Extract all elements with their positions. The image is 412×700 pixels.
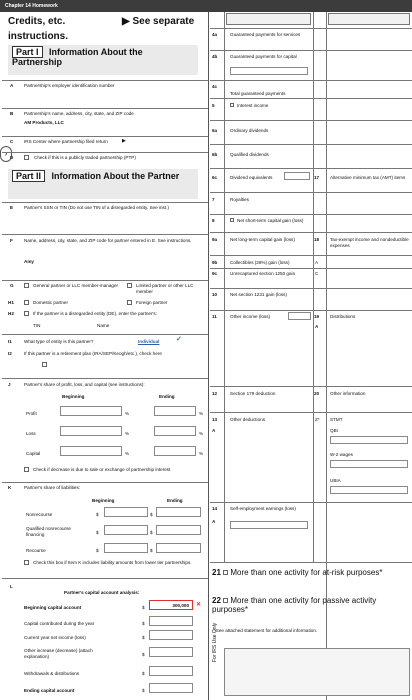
row-e-label: Partner's SSN or TIN (Do not use TIN of a disregarded entity. See inst.)	[24, 205, 169, 210]
line-12-label: Section 179 deduction	[230, 391, 276, 396]
line-20-ubia-input[interactable]	[330, 486, 408, 494]
capital-analysis-title: Partner's capital account analysis:	[64, 590, 140, 595]
qualified-nonrecourse-label: Qualified nonrecourse financing	[26, 526, 71, 537]
line-20-num: 20	[314, 391, 320, 396]
line-top-box-right	[328, 13, 410, 25]
qualified-nonrecourse-beginning-input[interactable]	[104, 525, 148, 535]
line-21-label: More than one activity for at-risk purposes*	[230, 568, 383, 577]
ending-capital-input[interactable]	[149, 683, 193, 693]
ending-capital-label: Ending capital account	[24, 688, 75, 693]
decrease-sale-checkbox[interactable]	[24, 467, 29, 472]
line-7-label: Royalties	[230, 197, 249, 202]
line-5-marker	[230, 103, 234, 107]
part1-title: Information About the Partnership	[12, 47, 143, 67]
line-12-num: 12	[212, 391, 218, 396]
de-tin-label: TIN	[33, 323, 41, 328]
line-22-num: 22	[212, 596, 221, 605]
line-22	[212, 596, 412, 614]
line-20-qbi: QBI	[330, 428, 338, 433]
line-4c-num: 4c	[212, 84, 218, 89]
beginning-capital-input[interactable]	[149, 600, 193, 610]
line-13-num: 13	[212, 417, 218, 422]
line-6c-label: Dividend equivalents	[230, 175, 273, 180]
dollar-sign: $	[142, 652, 145, 657]
line-21	[212, 568, 382, 577]
line-20-code-z: Z*	[315, 417, 320, 422]
for-irs-use-only: For IRS Use Only	[212, 622, 218, 662]
line-19-code: A	[315, 324, 319, 329]
chevron-left-icon: ›	[4, 149, 8, 158]
line-top-box	[226, 13, 311, 25]
limited-partner-checkbox[interactable]	[127, 283, 132, 288]
irs-use-box	[224, 648, 410, 696]
line-20-w2-input[interactable]	[330, 460, 408, 468]
line-6c-num: 6c	[212, 175, 218, 180]
line-11-num: 11	[212, 314, 217, 319]
row-j-label: Partner's share of profit, loss, and capital (see instructions):	[24, 382, 145, 387]
capital-contributed-input[interactable]	[149, 616, 193, 626]
line-7-num: 7	[212, 197, 215, 202]
dollar-sign: $	[150, 548, 153, 553]
row-i2-label: If this partner is a retirement plan (IRA/SEP/Keogh/etc.), check here	[24, 351, 162, 356]
line-9c-label: Unrecaptured section 1250 gain	[230, 271, 296, 276]
line-6b-label: Qualified dividends	[230, 152, 269, 157]
triangle-right-icon: ▶	[122, 16, 133, 27]
line-6b-num: 6b	[212, 152, 218, 157]
row-i2-letter: I2	[8, 351, 12, 356]
line-19-num: 19	[314, 314, 320, 319]
lower-tier-checkbox[interactable]	[24, 560, 29, 565]
line-14-input[interactable]	[230, 521, 308, 529]
general-partner-label: General partner or LLC member-manager	[33, 283, 119, 288]
row-c-letter: C	[10, 139, 14, 144]
row-h2-label: If the partner is a disregarded entity (DE), enter the partner's:	[33, 311, 157, 316]
assignment-title: Chapter 14 Homework	[5, 3, 58, 9]
j-col-beginning: Beginning	[62, 394, 85, 399]
net-income-input[interactable]	[149, 630, 193, 640]
line-18-num: 18	[314, 237, 320, 242]
line-22-checkbox[interactable]	[223, 598, 228, 603]
line-14-label: Self-employment earnings (loss)	[230, 506, 296, 511]
line-8-label: Net short-term capital gain (loss)	[237, 218, 304, 223]
net-income-label: Current year net income (loss)	[24, 635, 86, 640]
capital-ending-input[interactable]	[154, 446, 196, 456]
row-k-label: Partner's share of liabilities:	[24, 485, 81, 490]
line-18-label: Tax-exempt income and nondeductible expenses	[330, 237, 409, 248]
disregarded-entity-checkbox[interactable]	[24, 311, 29, 316]
incorrect-x-icon: ✕	[196, 602, 202, 608]
line-9b-code: A	[315, 260, 319, 265]
right-column	[210, 12, 412, 700]
pct-sign: %	[199, 411, 204, 416]
dollar-sign: $	[96, 548, 99, 553]
part1-tag: Part I	[12, 46, 43, 58]
line-8-num: 8	[212, 218, 215, 223]
line-9c-code: C	[315, 271, 319, 276]
line-17-label: Alternative minimum tax (AMT) items	[330, 175, 406, 180]
profit-label: Profit	[26, 411, 37, 416]
line-5-num: 5	[212, 103, 215, 108]
recourse-label: Recourse	[26, 548, 46, 553]
line-21-num: 21	[212, 568, 221, 577]
general-partner-checkbox[interactable]	[24, 283, 29, 288]
line-4b-num: 4b	[212, 54, 218, 59]
j-col-ending: Ending	[159, 394, 175, 399]
line-8-marker	[230, 218, 234, 222]
dollar-sign: $	[150, 512, 153, 517]
line-17-num: 17	[314, 175, 320, 180]
loss-beginning-input[interactable]	[60, 426, 122, 436]
k-col-beginning: Beginning	[92, 498, 115, 503]
line-20-w2: W-2 wages	[330, 452, 353, 457]
line-20-qbi-input[interactable]	[330, 436, 408, 444]
de-name-label: Name	[97, 323, 110, 328]
line-9a-label: Net long-term capital gain (loss)	[230, 237, 295, 242]
line-4b-label: Guaranteed payments for capital	[230, 54, 297, 59]
see-separate: ▶ See separate	[122, 16, 195, 27]
line-20-label: Other information	[330, 391, 366, 396]
limited-partner-label: Limited partner or other LLC member	[136, 283, 194, 294]
row-h2-letter: H2	[8, 311, 14, 316]
part1-header	[8, 45, 198, 75]
row-e-letter: E	[10, 205, 14, 210]
lower-tier-label: Check this box if Item K includes liability amounts from lower tier partnerships.	[33, 560, 192, 565]
line-6a-num: 6a	[212, 128, 218, 133]
recourse-beginning-input[interactable]	[104, 543, 148, 553]
nonrecourse-beginning-input[interactable]	[104, 507, 148, 517]
nonrecourse-label: Nonrecourse	[26, 512, 53, 517]
foreign-partner-label: Foreign partner	[136, 300, 168, 305]
line-10-label: Net section 1231 gain (loss)	[230, 292, 287, 297]
line-14-num: 14	[212, 506, 218, 511]
withdrawals-input[interactable]	[149, 666, 193, 676]
dollar-sign: $	[150, 530, 153, 535]
dollar-sign: $	[142, 635, 145, 640]
line-4c-label: Total guaranteed payments	[230, 91, 286, 96]
line-4a-label: Guaranteed payments for services	[230, 32, 301, 37]
row-h1-letter: H1	[8, 300, 14, 305]
pct-sign: %	[199, 451, 204, 456]
loss-label: Loss	[26, 431, 36, 436]
domestic-partner-label: Domestic partner	[33, 300, 68, 305]
dollar-sign: $	[142, 621, 145, 626]
dollar-sign: $	[142, 688, 145, 693]
row-i1-label: What type of entity is this partner?	[24, 339, 94, 344]
pct-sign: %	[125, 431, 130, 436]
qualified-nonrecourse-ending-input[interactable]	[156, 525, 201, 535]
other-increase-label: Other increase (decrease) (attach explanation)	[24, 648, 93, 659]
part2-tag: Part II	[12, 170, 45, 182]
line-4b-input[interactable]	[230, 67, 308, 75]
triangle-right-icon: ▶	[122, 138, 126, 144]
line-11-label: Other income (loss)	[230, 314, 271, 319]
foreign-partner-checkbox[interactable]	[127, 300, 132, 305]
row-b-label: Partnership's name, address, city, state, and ZIP code	[24, 111, 134, 116]
part2-title: Information About the Partner	[51, 171, 180, 181]
row-f-label: Name, address, city, state, and ZIP code for partner entered in E. See instructions.	[24, 238, 192, 243]
line-9b-label: Collectibles (28%) gain (loss)	[230, 260, 290, 265]
line-22-label: More than one activity for passive activity purposes*	[212, 596, 377, 614]
nonrecourse-ending-input[interactable]	[156, 507, 201, 517]
line-19-label: Distributions	[330, 314, 356, 319]
left-column	[2, 12, 209, 700]
line-11-input[interactable]	[288, 312, 311, 320]
ptp-checkbox[interactable]	[24, 155, 29, 160]
entity-type-select[interactable]: Individual	[138, 339, 160, 344]
row-d-label: Check if this is a publicly traded partnership (PTP)	[34, 155, 136, 160]
pct-sign: %	[199, 431, 204, 436]
retirement-plan-checkbox[interactable]	[42, 362, 47, 367]
line-13-label: Other deductions	[230, 417, 265, 422]
assignment-title-bar	[0, 0, 412, 12]
dollar-sign: $	[96, 512, 99, 517]
intro-line2: instructions.	[8, 31, 69, 42]
correct-check-icon: ✓	[176, 336, 182, 343]
profit-beginning-input[interactable]	[60, 406, 122, 416]
recourse-ending-input[interactable]	[156, 543, 201, 553]
row-g-letter: G	[10, 283, 14, 288]
beginning-capital-label: Beginning capital account	[24, 605, 82, 610]
partnership-name-value: AM Products, LLC	[24, 120, 64, 125]
pct-sign: %	[125, 411, 130, 416]
intro-line1: Credits, etc.	[8, 16, 66, 27]
line-9b-num: 9b	[212, 260, 218, 265]
row-c-label: IRS Center where partnership filed return	[24, 139, 108, 144]
line-20-stmt: STMT	[330, 417, 343, 422]
dollar-sign: $	[96, 530, 99, 535]
line-14-code: A	[212, 519, 216, 524]
line-6a-label: Ordinary dividends	[230, 128, 269, 133]
loss-ending-input[interactable]	[154, 426, 196, 436]
row-f-letter: F	[10, 238, 13, 243]
capital-label: Capital	[26, 451, 41, 456]
dollar-sign: $	[142, 671, 145, 676]
k-col-ending: Ending	[167, 498, 183, 503]
capital-contributed-label: Capital contributed during the year	[24, 621, 95, 626]
row-a-letter: A	[10, 83, 14, 88]
footnote: *See attached statement for additional information.	[214, 628, 318, 633]
line-21-checkbox[interactable]	[223, 570, 228, 575]
row-a-label: Partnership's employer identification number	[24, 83, 115, 88]
capital-beginning-input[interactable]	[60, 446, 122, 456]
line-13-code: A	[212, 428, 216, 433]
profit-ending-input[interactable]	[154, 406, 196, 416]
line-4a-num: 4a	[212, 32, 218, 37]
line-5-label: Interest income	[237, 103, 269, 108]
row-i1-letter: I1	[8, 339, 12, 344]
line-10-num: 10	[212, 292, 218, 297]
line-9c-num: 9c	[212, 271, 218, 276]
row-j-letter: J	[8, 382, 11, 387]
pct-sign: %	[125, 451, 130, 456]
beginning-capital-value: 300,000	[172, 603, 189, 608]
row-d-letter: D	[10, 155, 14, 160]
withdrawals-label: Withdrawals & distributions	[24, 671, 80, 676]
line-6c-input[interactable]	[284, 172, 310, 180]
row-l-letter: L	[10, 584, 13, 589]
part2-header	[8, 169, 198, 199]
partner-name-value: Amy	[24, 259, 34, 264]
dollar-sign: $	[142, 605, 145, 610]
domestic-partner-checkbox[interactable]	[24, 300, 29, 305]
decrease-sale-label: Check if decrease is due to sale or exchange of partnership interest	[33, 467, 171, 472]
other-increase-input[interactable]	[149, 647, 193, 657]
row-b-letter: B	[10, 111, 14, 116]
row-k-letter: K	[8, 485, 12, 490]
line-9a-num: 9a	[212, 237, 218, 242]
line-20-ubia: UBIA	[330, 478, 341, 483]
